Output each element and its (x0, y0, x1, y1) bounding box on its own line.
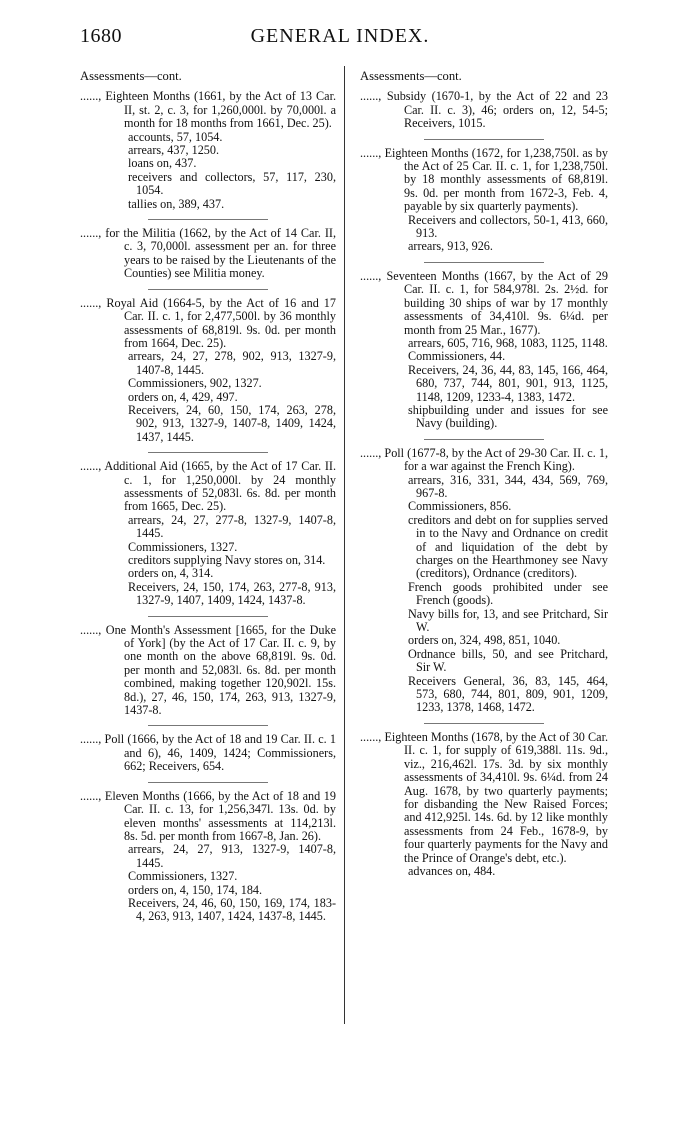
sub-entry: Commissioners, 1327. (128, 539, 238, 554)
entry-separator (148, 219, 268, 220)
entry-heading: ......, One Month's Assessment [1665, for the Duke of York] (by the Act of 17 Car. II. c. 9, by one month on the above 68,819l. 9s. 0d. per month and 52,083l. 6s. 8d. per month combined, making together 120,902l. 15s. 8d.), 27, 46, 150, 174, 263, 913, 1327-9, 1437-8. (80, 622, 336, 718)
sub-entry: Navy bills for, 13, and see Pritchard, Sir W. (408, 606, 608, 635)
sub-entry: arrears, 437, 1250. (128, 143, 220, 158)
index-entry (360, 270, 608, 431)
entry-separator (148, 289, 268, 290)
sub-entry: orders on, 4, 429, 497. (128, 389, 238, 404)
entry-heading: ......, Eleven Months (1666, by the Act of 18 and 19 Car. II. c. 13, for 1,256,347l. 13s. 0d. by eleven months' assessments at 114,213l. 8s. 5d. per month from 1667-8, Jan. 26). (80, 788, 336, 843)
continuation-heading: Assessments—cont. (80, 69, 182, 83)
sub-entry: Commissioners, 1327. (128, 869, 238, 884)
entries (360, 90, 608, 878)
entry-separator (424, 439, 544, 440)
sub-entry: arrears, 24, 27, 277-8, 1327-9, 1407-8, 1445. (128, 512, 336, 541)
sub-entry: Commissioners, 856. (408, 499, 512, 514)
sub-entry: arrears, 24, 27, 913, 1327-9, 1407-8, 1445. (128, 842, 336, 870)
sub-entry: Receivers, 24, 150, 174, 263, 277-8, 913, 1327-9, 1407, 1409, 1424, 1437-8. (128, 579, 336, 608)
sub-entry: Receivers General, 36, 83, 145, 464, 573, 680, 744, 801, 809, 901, 1209, 1233, 1378, 1468, 1472. (408, 673, 608, 715)
sub-entry: loans on, 437. (128, 156, 197, 171)
entry-heading: ......, Seventeen Months (1667, by the Act of 29 Car. II. c. 1, for 584,978l. 2s. 2½d. for building 30 ships of war by 17 monthly assessments of 34,410l. 9s. 6¼d. per month from 25 Mar., 1677). (360, 268, 608, 337)
index-entry (80, 227, 336, 281)
entry-heading: ......, Subsidy (1670-1, by the Act of 22 and 23 Car. II. c. 3), 46; orders on, 12, 54-5; Receivers, 1015. (360, 89, 608, 131)
entry-separator (148, 616, 268, 617)
entry-separator (424, 262, 544, 263)
index-entry (80, 790, 336, 924)
page-header (80, 25, 600, 58)
entry-heading: ......, for the Militia (1662, by the Act of 14 Car. II, c. 3, 70,000l. assessment per an. for three years to be raised by the Lieutenants of the Counties) see Militia money. (80, 226, 336, 281)
sub-entry: Receivers, 24, 36, 44, 83, 145, 166, 464, 680, 737, 744, 801, 901, 913, 1125, 1148, 1209, 1233-4, 1383, 1472. (408, 362, 608, 404)
entry-heading: ......, Additional Aid (1665, by the Act of 17 Car. II. c. 1, for 1,250,000l. by 24 monthly assessments of 52,083l. 6s. 8d. per month from 1665, Dec. 25). (80, 459, 336, 514)
sub-entry: Receivers, 24, 60, 150, 174, 263, 278, 902, 913, 1327-9, 1407-8, 1409, 1424, 1437, 1445. (128, 402, 336, 444)
sub-entry: tallies on, 389, 437. (128, 196, 225, 211)
entry-heading: ......, Poll (1666, by the Act of 18 and 19 Car. II. c. 1 and 6), 46, 1409, 1424; Commissioners, 662; Receivers, 654. (80, 732, 336, 774)
column-divider (344, 66, 345, 1024)
index-entry (360, 147, 608, 254)
entry-separator (424, 723, 544, 724)
entry-heading: ......, Royal Aid (1664-5, by the Act of 16 and 17 Car. II. c. 1, for 2,477,500l. by 36 monthly assessments of 68,819l. 9s. 0d. per month from 1664, Dec. 25). (80, 295, 336, 350)
sub-entry: shipbuilding under and issues for see Navy (building). (408, 402, 608, 431)
sub-entry: advances on, 484. (408, 863, 496, 878)
sub-entry: Commissioners, 44. (408, 349, 506, 364)
page-number: 1680 (80, 25, 122, 47)
sub-entry: arrears, 316, 331, 344, 434, 569, 769, 967-8. (408, 472, 608, 500)
sub-entry: arrears, 24, 27, 278, 902, 913, 1327-9, 1407-8, 1445. (128, 349, 336, 377)
index-entry (80, 733, 336, 773)
sub-entry: Receivers and collectors, 50-1, 413, 660, 913. (408, 212, 608, 241)
sub-entry: arrears, 605, 716, 968, 1083, 1125, 1148. (408, 335, 608, 350)
sub-entry: accounts, 57, 1054. (128, 129, 223, 144)
entry-heading: ......, Eighteen Months (1672, for 1,238,750l. as by the Act of 25 Car. II. c. 1, for 1,238,750l. by 18 monthly assessments of 68,819l. 9s. 0d. per month from 1672-3, Feb. 4, payable by six quarterly payments). (360, 145, 608, 214)
entries (80, 90, 336, 923)
sub-entry: orders on, 324, 498, 851, 1040. (408, 633, 561, 648)
sub-entry: Receivers, 24, 46, 60, 150, 169, 174, 183-4, 263, 913, 1407, 1424, 1437-8, 1445. (128, 895, 336, 924)
index-entry (80, 90, 336, 211)
continuation-heading: Assessments—cont. (360, 69, 462, 83)
running-title: GENERAL INDEX. (250, 25, 430, 47)
index-entry (80, 460, 336, 607)
entry-separator (424, 139, 544, 140)
entry-heading: ......, Eighteen Months (1678, by the Act of 30 Car. II. c. 1, for supply of 619,388l. 11s. 9d., viz., 216,462l. 17s. 3d. by six monthly assessments of 34,410l. 9s. 6¼d. from 24 Aug. 1678, by two quarterly payments; for disbanding the New Raised Forces; and 412,925l. 14s. 6d. by 12 like monthly assessments from 24 Feb., 1678-9, by four quarterly payments for the Navy and the Prince of Orange's debt, etc.). (360, 729, 608, 865)
entry-separator (148, 782, 268, 783)
sub-entry: Ordnance bills, 50, and see Pritchard, Sir W. (408, 646, 608, 675)
entry-heading: ......, Eighteen Months (1661, by the Act of 13 Car. II, st. 2, c. 3, for 1,260,000l. by 70,000l. a month for 18 months from 1661, Dec. 25). (80, 89, 336, 131)
sub-entry: creditors supplying Navy stores on, 314. (128, 553, 326, 567)
sub-entry: receivers and collectors, 57, 117, 230, 1054. (128, 169, 336, 198)
sub-entry: orders on, 4, 150, 174, 184. (128, 882, 263, 897)
left-column (80, 70, 336, 924)
index-entry (360, 447, 608, 715)
entry-heading: ......, Poll (1677-8, by the Act of 29-30 Car. II. c. 1, for a war against the French King). (360, 445, 608, 474)
sub-entry: French goods prohibited under see French (goods). (408, 579, 608, 608)
index-entry (80, 297, 336, 444)
index-entry (360, 90, 608, 130)
sub-entry: creditors and debt on for supplies served in to the Navy and Ordnance on credit of and liquidation of the debt by charges on the Hearthmoney see Navy (creditors), Ordnance (creditors). (408, 512, 608, 581)
sub-entry: Commissioners, 902, 1327. (128, 376, 262, 391)
entry-separator (148, 725, 268, 726)
sub-entry: orders on, 4, 314. (128, 566, 214, 581)
index-entry (360, 731, 608, 878)
right-column (360, 70, 608, 878)
entry-separator (148, 452, 268, 453)
index-entry (80, 624, 336, 718)
sub-entry: arrears, 913, 926. (408, 239, 493, 254)
